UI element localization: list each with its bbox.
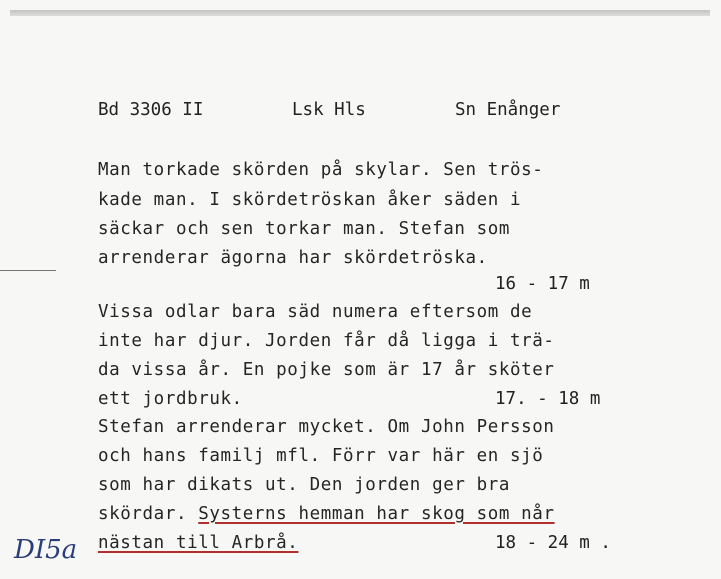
text-line: Vissa odlar bara säd numera eftersom de bbox=[98, 302, 533, 322]
age-range: 18 - 24 m . bbox=[495, 533, 611, 553]
card-top-rule bbox=[10, 10, 710, 16]
text-line: arrenderar ägorna har skördetröska. bbox=[98, 248, 488, 268]
underlined-text: nästan till Arbrå. bbox=[98, 533, 299, 553]
text-line: da vissa år. En pojke som är 17 år sköter bbox=[98, 360, 555, 380]
age-range: 16 - 17 m bbox=[495, 274, 590, 294]
text-line: ett jordbruk. bbox=[98, 389, 243, 409]
header-sn: Sn Enånger bbox=[455, 100, 561, 120]
handwritten-mark: DI5a bbox=[14, 535, 78, 565]
header-lsk: Lsk Hls bbox=[292, 100, 366, 120]
text-line bbox=[98, 504, 555, 524]
text-line: inte har djur. Jorden får då ligga i trä- bbox=[98, 331, 555, 351]
text-line: kade man. I skördetröskan åker säden i bbox=[98, 190, 522, 210]
header-ref: Bd 3306 II bbox=[98, 100, 204, 120]
underlined-text: Systerns hemman har skog som når bbox=[198, 504, 555, 524]
text-segment: skördar. bbox=[98, 504, 199, 524]
text-line: som har dikats ut. Den jorden ger bra bbox=[98, 475, 511, 495]
text-line: och hans familj mfl. Förr var här en sjö bbox=[98, 446, 544, 466]
age-range: 17. - 18 m bbox=[495, 389, 601, 409]
text-line: Stefan arrenderar mycket. Om John Persson bbox=[98, 417, 555, 437]
margin-mark bbox=[0, 270, 56, 271]
text-line: säckar och sen torkar man. Stefan som bbox=[98, 219, 511, 239]
text-line: Man torkade skörden på skylar. Sen trös- bbox=[98, 160, 544, 180]
text-line bbox=[98, 533, 298, 553]
